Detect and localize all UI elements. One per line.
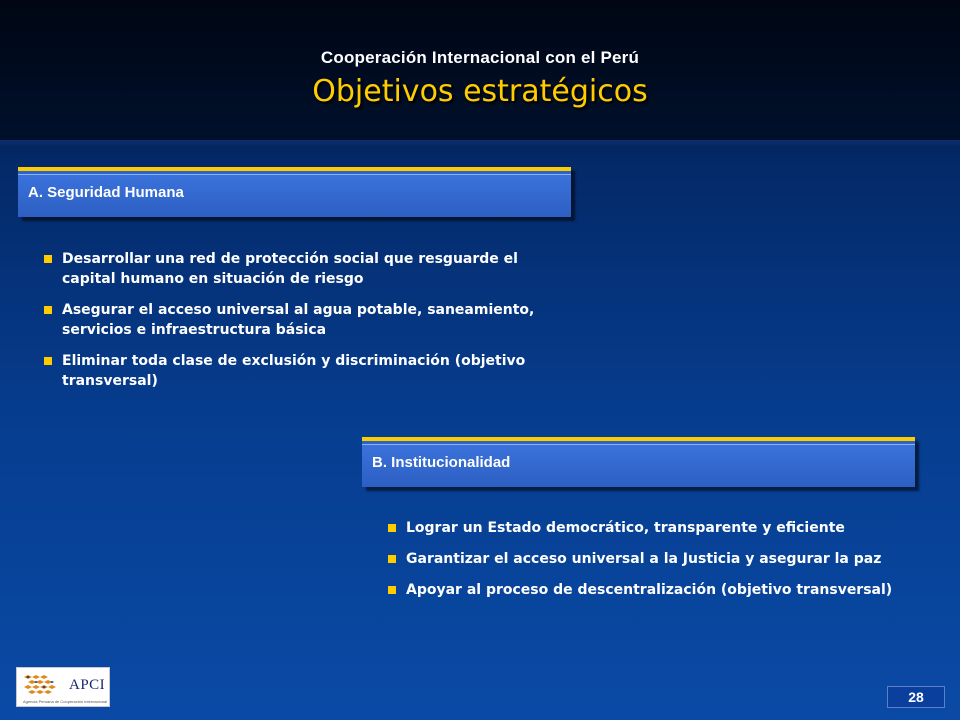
section-a-list — [42, 249, 562, 402]
list-item — [42, 300, 562, 340]
list-item — [386, 580, 946, 600]
bullet-square-icon — [388, 586, 396, 594]
slide-subtitle: Cooperación Internacional con el Perú — [320, 48, 640, 67]
list-item — [42, 351, 562, 391]
list-item — [386, 549, 946, 569]
apci-emblem-icon — [22, 673, 66, 699]
section-b-header — [362, 437, 915, 487]
bullet-square-icon — [44, 306, 52, 314]
section-b-label: B. Institucionalidad — [372, 454, 511, 471]
section-a-header — [18, 167, 571, 217]
list-item-text: Apoyar al proceso de descentralización (objetivo transversal) — [406, 582, 893, 598]
list-item-text: Eliminar toda clase de exclusión y discriminación (objetivo transversal) — [62, 353, 526, 389]
bullet-square-icon — [44, 255, 52, 263]
bullet-square-icon — [388, 555, 396, 563]
bullet-square-icon — [44, 357, 52, 365]
list-item-text: Desarrollar una red de protección social que resguarde el capital humano en situación de riesgo — [62, 251, 518, 287]
list-item-text: Lograr un Estado democrático, transparente y eficiente — [406, 520, 845, 536]
list-item — [42, 249, 562, 289]
page-number: 28 — [887, 686, 945, 708]
logo-wordmark: APCI — [69, 677, 106, 693]
bullet-square-icon — [388, 524, 396, 532]
list-item-text: Asegurar el acceso universal al agua potable, saneamiento, servicios e infraestructura básica — [62, 302, 535, 338]
slide-title: Objetivos estratégicos — [312, 74, 648, 109]
section-b-list — [386, 518, 946, 611]
list-item — [386, 518, 946, 538]
logo-tagline: Agencia Peruana de Cooperación Internacional — [23, 699, 108, 704]
section-a-label: A. Seguridad Humana — [28, 184, 184, 201]
list-item-text: Garantizar el acceso universal a la Justicia y asegurar la paz — [406, 551, 882, 567]
apci-logo — [16, 667, 110, 707]
header-band — [0, 0, 960, 140]
header-divider — [0, 140, 960, 146]
